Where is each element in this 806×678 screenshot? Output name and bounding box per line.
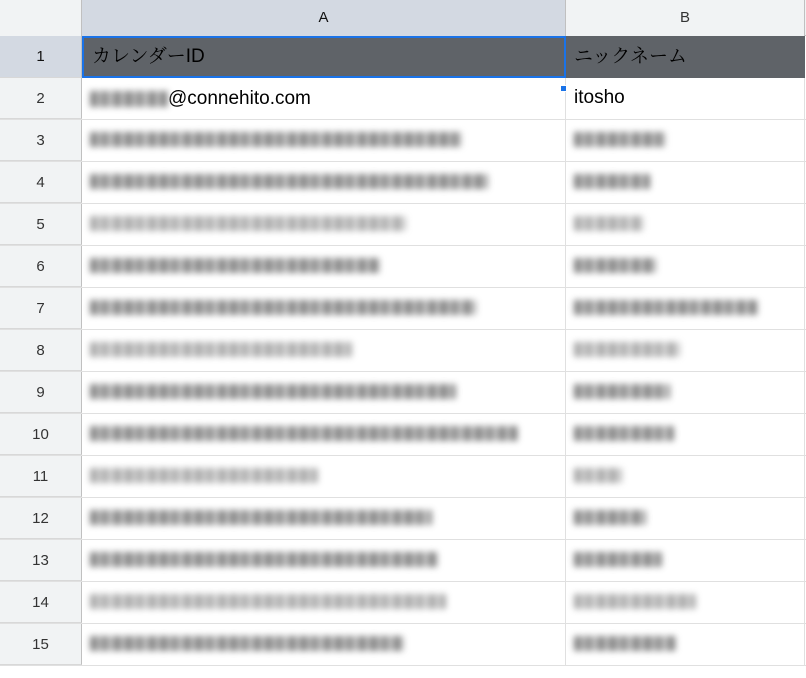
cell-A7[interactable]: [82, 288, 566, 330]
cell-B6[interactable]: [566, 246, 805, 288]
redacted-text: [574, 258, 656, 273]
selection-handle[interactable]: [560, 85, 567, 92]
cell-B14[interactable]: [566, 582, 805, 624]
cell-B5[interactable]: [566, 204, 805, 246]
table-row[interactable]: [0, 120, 806, 162]
cell-text: @connehito.com: [168, 88, 311, 109]
redacted-text: [90, 384, 456, 399]
cell-A15[interactable]: [82, 624, 566, 666]
cell-B12[interactable]: [566, 498, 805, 540]
redacted-text: [90, 594, 446, 609]
redacted-text: [574, 552, 662, 567]
cell-A6[interactable]: [82, 246, 566, 288]
cell-B8[interactable]: [566, 330, 805, 372]
row-header[interactable]: 12: [0, 498, 82, 539]
cell-B10[interactable]: [566, 414, 805, 456]
redacted-text: [574, 426, 674, 441]
cell-B4[interactable]: [566, 162, 805, 204]
redacted-text: [574, 300, 758, 315]
row-header[interactable]: 14: [0, 582, 82, 623]
redacted-text: [574, 132, 666, 147]
table-row[interactable]: [0, 288, 806, 330]
redacted-text: [90, 132, 462, 147]
cell-text: カレンダーID: [92, 46, 205, 67]
redacted-text: [574, 384, 670, 399]
table-row[interactable]: [0, 624, 806, 666]
row-header[interactable]: 4: [0, 162, 82, 203]
cell-B9[interactable]: [566, 372, 805, 414]
table-row[interactable]: [0, 456, 806, 498]
redacted-text: [574, 468, 622, 483]
redacted-text: [90, 636, 404, 651]
cell-B3[interactable]: [566, 120, 805, 162]
column-header-b[interactable]: B: [566, 0, 805, 36]
cell-A8[interactable]: [82, 330, 566, 372]
cell-A1[interactable]: [82, 36, 566, 78]
row-header[interactable]: 7: [0, 288, 82, 329]
redacted-text: [90, 510, 432, 525]
table-row[interactable]: [0, 78, 806, 120]
redacted-text: [90, 468, 318, 483]
row-header[interactable]: 3: [0, 120, 82, 161]
table-row[interactable]: [0, 372, 806, 414]
table-row[interactable]: [0, 330, 806, 372]
redacted-text: [90, 342, 352, 357]
redacted-text: [90, 258, 380, 273]
cell-B2[interactable]: [566, 78, 805, 120]
row-header[interactable]: 6: [0, 246, 82, 287]
select-all-corner[interactable]: [0, 0, 82, 36]
cell-A3[interactable]: [82, 120, 566, 162]
column-header-row: [0, 0, 806, 36]
redacted-text: [574, 594, 696, 609]
cell-B1[interactable]: [566, 36, 805, 78]
table-row[interactable]: [0, 414, 806, 456]
cell-A14[interactable]: [82, 582, 566, 624]
cell-B13[interactable]: [566, 540, 805, 582]
cell-B11[interactable]: [566, 456, 805, 498]
cell-A9[interactable]: [82, 372, 566, 414]
row-header[interactable]: 5: [0, 204, 82, 245]
cell-A4[interactable]: [82, 162, 566, 204]
cell-A2[interactable]: [82, 78, 566, 120]
redacted-text: [90, 91, 168, 107]
redacted-text: [574, 510, 646, 525]
table-row[interactable]: [0, 36, 806, 78]
table-row[interactable]: [0, 540, 806, 582]
cell-A5[interactable]: [82, 204, 566, 246]
cell-B7[interactable]: [566, 288, 805, 330]
row-header[interactable]: 1: [0, 36, 82, 78]
cell-A13[interactable]: [82, 540, 566, 582]
table-row[interactable]: [0, 582, 806, 624]
cell-text: itosho: [574, 87, 625, 108]
table-row[interactable]: [0, 246, 806, 288]
cell-text: ニックネーム: [574, 46, 688, 67]
redacted-text: [90, 216, 406, 231]
cell-A11[interactable]: [82, 456, 566, 498]
redacted-text: [574, 174, 650, 189]
column-header-a[interactable]: A: [82, 0, 566, 36]
redacted-text: [90, 552, 438, 567]
table-row[interactable]: [0, 162, 806, 204]
row-header[interactable]: 9: [0, 372, 82, 413]
redacted-text: [574, 342, 680, 357]
redacted-text: [574, 636, 676, 651]
cell-A10[interactable]: [82, 414, 566, 456]
table-row[interactable]: [0, 204, 806, 246]
redacted-text: [574, 216, 644, 231]
row-header[interactable]: 13: [0, 540, 82, 581]
row-header[interactable]: 2: [0, 78, 82, 119]
row-header[interactable]: 11: [0, 456, 82, 497]
table-row[interactable]: [0, 498, 806, 540]
row-header[interactable]: 10: [0, 414, 82, 455]
redacted-text: [90, 300, 476, 315]
row-header[interactable]: 15: [0, 624, 82, 665]
redacted-text: [90, 174, 488, 189]
row-header[interactable]: 8: [0, 330, 82, 371]
cell-A12[interactable]: [82, 498, 566, 540]
redacted-text: [90, 426, 518, 441]
cell-partial-email: [90, 78, 561, 120]
cell-B15[interactable]: [566, 624, 805, 666]
grid-body[interactable]: [0, 36, 806, 666]
